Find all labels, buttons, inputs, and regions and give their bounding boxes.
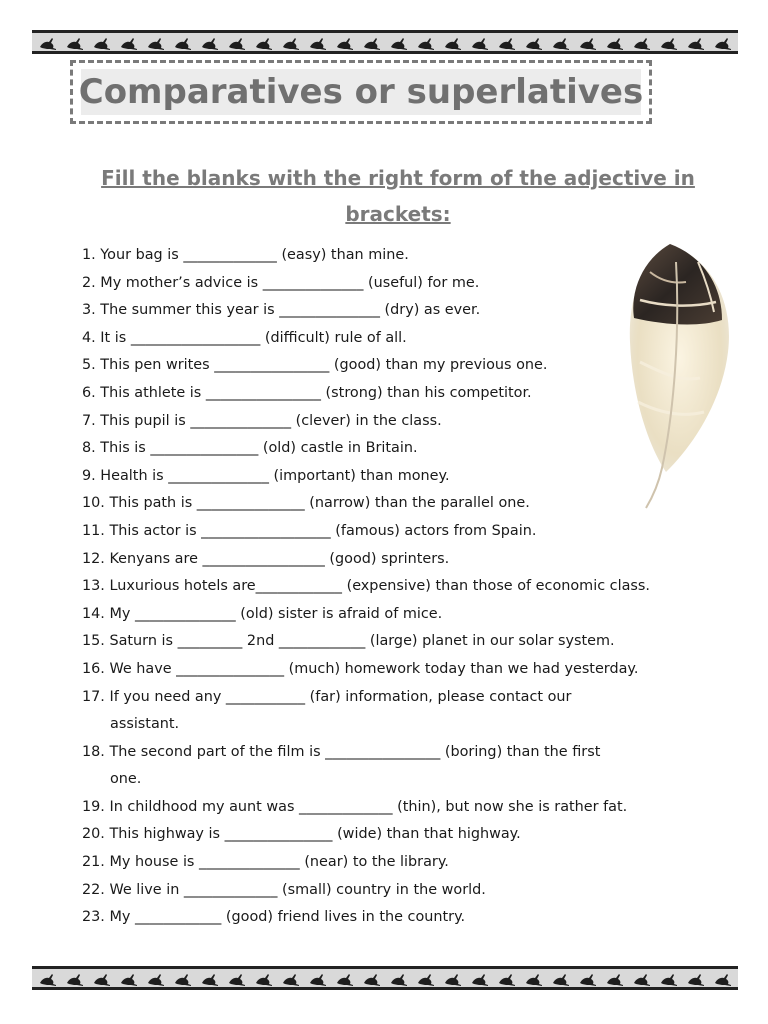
kangaroo-icon [256, 974, 272, 986]
exercise-item: 2. My mother’s advice is ______________ (useful) for me. [82, 274, 480, 291]
kangaroo-icon [40, 38, 56, 50]
kangaroo-pattern-top [32, 33, 738, 51]
exercise-item: 13. Luxurious hotels are____________ (expensive) than those of economic class. [82, 578, 650, 595]
bottom-border [32, 966, 738, 990]
kangaroo-icon [202, 974, 218, 986]
kangaroo-icon [148, 38, 164, 50]
kangaroo-icon [418, 974, 434, 986]
exercise-item: 16. We have _______________ (much) homework today than we had yesterday. [82, 660, 639, 677]
exercise-item: 9. Health is ______________ (important) than money. [82, 467, 450, 484]
kangaroo-icon [337, 38, 353, 50]
kangaroo-icon [715, 38, 731, 50]
kangaroo-icon [472, 974, 488, 986]
kangaroo-icon [337, 974, 353, 986]
exercise-item: 15. Saturn is _________ 2nd ____________ (large) planet in our solar system. [82, 633, 615, 650]
kangaroo-icon [364, 38, 380, 50]
kangaroo-pattern-bottom [32, 969, 738, 987]
exercise-item: 3. The summer this year is ______________ (dry) as ever. [82, 302, 481, 319]
kangaroo-icon [364, 974, 380, 986]
kangaroo-icon [310, 38, 326, 50]
kangaroo-icon [256, 38, 272, 50]
kangaroo-icon [661, 974, 677, 986]
kangaroo-icon [580, 38, 596, 50]
kangaroo-icon [445, 38, 461, 50]
kangaroo-icon [580, 974, 596, 986]
kangaroo-icon [40, 974, 56, 986]
kangaroo-icon [229, 974, 245, 986]
feather-image [600, 232, 750, 512]
exercise-item: 7. This pupil is ______________ (clever) in the class. [82, 412, 442, 429]
kangaroo-icon [472, 38, 488, 50]
kangaroo-icon [121, 38, 137, 50]
kangaroo-icon [148, 974, 164, 986]
top-border [32, 30, 738, 54]
kangaroo-icon [229, 38, 245, 50]
exercise-item: 23. My ____________ (good) friend lives in the country. [82, 909, 466, 926]
kangaroo-icon [445, 974, 461, 986]
kangaroo-icon [391, 974, 407, 986]
kangaroo-icon [418, 38, 434, 50]
kangaroo-icon [526, 38, 542, 50]
exercise-item: 21. My house is ______________ (near) to the library. [82, 854, 449, 871]
exercise-item: 20. This highway is _______________ (wide) than that highway. [82, 826, 521, 843]
exercise-item: 10. This path is _______________ (narrow) than the parallel one. [82, 495, 530, 512]
exercise-item: 19. In childhood my aunt was _____________ (thin), but now she is rather fat. [82, 798, 628, 815]
exercise-item: 6. This athlete is ________________ (strong) than his competitor. [82, 384, 532, 401]
kangaroo-icon [499, 38, 515, 50]
kangaroo-icon [634, 974, 650, 986]
exercise-item-line: 18. The second part of the film is ________________ (boring) than the first [82, 743, 601, 760]
exercise-item [82, 739, 722, 794]
kangaroo-icon [67, 974, 83, 986]
kangaroo-icon [310, 974, 326, 986]
exercise-item: 12. Kenyans are _________________ (good) sprinters. [82, 550, 450, 567]
exercise-item: 11. This actor is __________________ (famous) actors from Spain. [82, 522, 537, 539]
kangaroo-icon [688, 974, 704, 986]
kangaroo-icon [499, 974, 515, 986]
kangaroo-icon [553, 38, 569, 50]
instruction-text: Fill the blanks with the right form of the adjective in brackets: [101, 166, 695, 226]
exercise-item: 4. It is __________________ (difficult) rule of all. [82, 329, 407, 346]
kangaroo-icon [202, 38, 218, 50]
kangaroo-icon [526, 974, 542, 986]
exercise-item: 14. My ______________ (old) sister is afraid of mice. [82, 605, 443, 622]
kangaroo-icon [283, 38, 299, 50]
kangaroo-icon [175, 974, 191, 986]
kangaroo-icon [715, 974, 731, 986]
exercise-item-continuation: one. [110, 771, 142, 788]
exercise-item: 22. We live in _____________ (small) country in the world. [82, 881, 486, 898]
kangaroo-icon [121, 974, 137, 986]
kangaroo-icon [175, 38, 191, 50]
title-box [70, 60, 652, 124]
kangaroo-icon [607, 974, 623, 986]
exercise-item-line: 17. If you need any ___________ (far) information, please contact our [82, 688, 572, 705]
kangaroo-icon [391, 38, 407, 50]
kangaroo-icon [94, 974, 110, 986]
exercise-item: 8. This is _______________ (old) castle in Britain. [82, 440, 418, 457]
kangaroo-icon [661, 38, 677, 50]
exercise-item [82, 684, 722, 739]
kangaroo-icon [688, 38, 704, 50]
kangaroo-icon [67, 38, 83, 50]
exercise-item: 1. Your bag is _____________ (easy) than mine. [82, 247, 409, 263]
kangaroo-icon [607, 38, 623, 50]
kangaroo-icon [553, 974, 569, 986]
kangaroo-icon [94, 38, 110, 50]
exercise-item: 5. This pen writes ________________ (good) than my previous one. [82, 357, 548, 374]
kangaroo-icon [634, 38, 650, 50]
page-title: Comparatives or superlatives [78, 72, 644, 112]
exercise-item-continuation: assistant. [110, 716, 180, 733]
kangaroo-icon [283, 974, 299, 986]
